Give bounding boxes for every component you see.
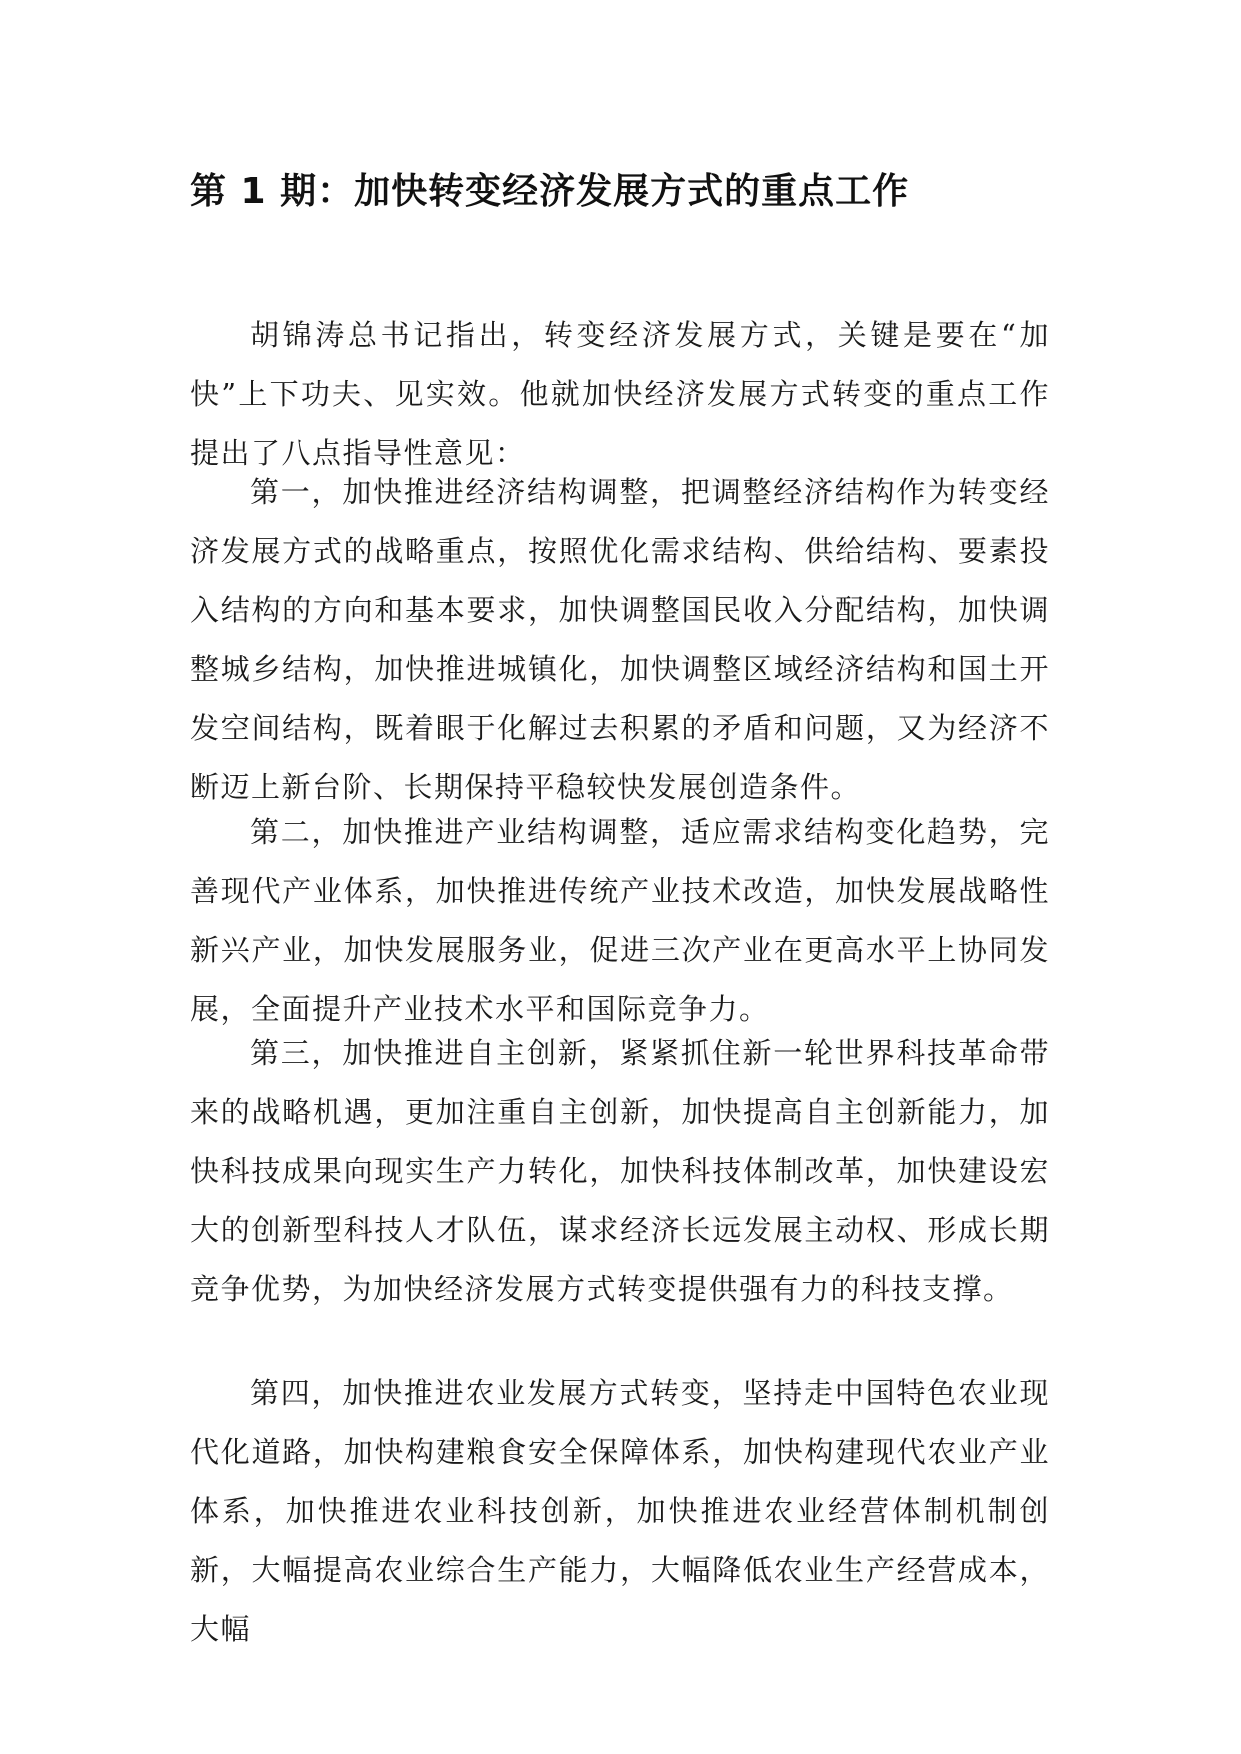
paragraph-second-point: 第二，加快推进产业结构调整，适应需求结构变化趋势，完善现代产业体系，加快推进传统产业技术改造，加快发展战略性新兴产业，加快发展服务业，促进三次产业在更高水平上协同发展，全面提升产业技术水平和国际竞争力。 (190, 815, 1050, 1026)
document-title: 第 1 期：加快转变经济发展方式的重点工作 (190, 171, 910, 212)
paragraph-third-point: 第三，加快推进自主创新，紧紧抓住新一轮世界科技革命带来的战略机遇，更加注重自主创新，加快提高自主创新能力，加快科技成果向现实生产力转化，加快科技体制改革，加快建设宏大的创新型科技人才队伍，谋求经济长远发展主动权、形成长期竞争优势，为加快经济发展方式转变提供强有力的科技支撑。 (190, 1036, 1050, 1306)
paragraph-fourth-point: 第四，加快推进农业发展方式转变，坚持走中国特色农业现代化道路，加快构建粮食安全保障体系，加快构建现代农业产业体系，加快推进农业科技创新，加快推进农业经营体制机制创新，大幅提高农业综合生产能力，大幅降低农业生产经营成本，大幅 (190, 1376, 1050, 1646)
paragraph-intro: 胡锦涛总书记指出，转变经济发展方式，关键是要在“加快”上下功夫、见实效。他就加快经济发展方式转变的重点工作提出了八点指导性意见： (190, 318, 1050, 470)
paragraph-first-point: 第一，加快推进经济结构调整，把调整经济结构作为转变经济发展方式的战略重点，按照优化需求结构、供给结构、要素投入结构的方向和基本要求，加快调整国民收入分配结构，加快调整城乡结构，加快推进城镇化，加快调整区域经济结构和国土开发空间结构，既着眼于化解过去积累的矛盾和问题，又为经济不断迈上新台阶、长期保持平稳较快发展创造条件。 (190, 475, 1050, 804)
